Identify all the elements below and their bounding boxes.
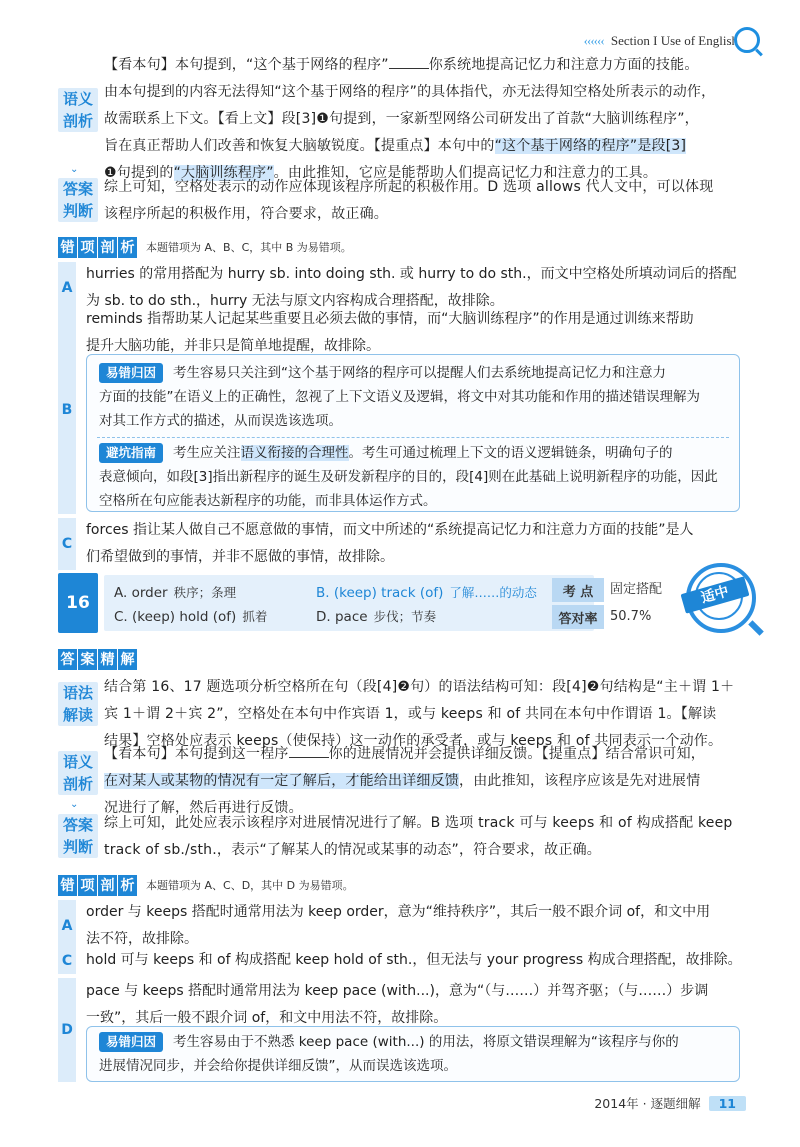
- avoid-pitfall-tip: 避坑指南 考生应关注语义衔接的合理性。考生可通过梳理上下文的语义逻辑链条，明确句子的 表意倾向，如段[3]指出新程序的诞生及研发新程序的目的，段[4]则在此基础上说明新程序的功能，因此 空格所在句应能表达新程序的功能，而非具体运作方式。: [99, 445, 718, 509]
- page-footer: [594, 1094, 746, 1112]
- chevron-down-icon: ⌄: [70, 799, 79, 810]
- error-cause-tip: 易错归因 考生容易只关注到“这个基于网络的程序可以提醒人们去系统地提高记忆力和注意力 方面的技能”在语义上的正确性，忽视了上下文语义及逻辑，将文中对其功能和作用的描述错误理解为 对其工作方式的描述，从而误选该选项。: [99, 365, 700, 429]
- grammar-label: 语法 解读: [58, 682, 98, 726]
- answer-judgement-top: [58, 174, 748, 230]
- wrong-options-heading-2: 错 项 剖 析 本题错项为 A、C、D，其中 D 为易错项。: [58, 874, 354, 896]
- option-a-analysis-1: A hurries 的常用搭配为 hurry sb. into doing sth. 或 hurry to do sth.，而文中空格处所填动词后的搭配 为 sb. to do sth.，hurry 无法与原文内容构成合理搭配，故排除。: [58, 262, 748, 314]
- question-options: [104, 575, 594, 631]
- option-d-analysis-2: D pace 与 keeps 搭配时通常用法为 keep pace (with...)，意为“（与……）并驾齐驱；（与……）步调 一致”，其后一般不跟介词 of，和文中用法不符，故排除。: [58, 978, 748, 1082]
- question-16-block: [58, 573, 740, 633]
- option-a-analysis-2: A order 与 keeps 搭配时通常用法为 keep order，意为“维持秩序”，其后一般不跟介词 of，和文中用 法不符，故排除。: [58, 900, 748, 952]
- question-meta: 考 点 固定搭配 答对率 50.7%: [552, 575, 680, 631]
- tips-panel-d: [86, 1026, 740, 1082]
- semantic-label: 语义 剖析: [58, 88, 98, 132]
- search-q-icon: [734, 27, 760, 53]
- semantic-label-16: 语义 剖析: [58, 751, 98, 795]
- option-c-analysis-2: C hold 可与 keeps 和 of 构成搭配 keep hold of sth.，但无法与 your progress 构成合理搭配，故排除。: [58, 948, 748, 974]
- option-a: A. order 秩序；条理: [114, 585, 237, 601]
- option-b-analysis-1: B reminds 指帮助某人记起某些重要且必须去做的事情，而“大脑训练程序”的作用是通过训练来帮助 提升大脑功能，并非只是简单地提醒，故排除。: [58, 306, 748, 514]
- arrows-decoration: ‹‹‹‹‹‹: [583, 33, 604, 48]
- answer-text: 综上可知，空格处表示的动作应体现该程序所起的积极作用。D 选项 allows 代人文中，可以体现 该程序所起的积极作用，符合要求，故正确。: [104, 179, 714, 222]
- answer-label-16: 答案 判断: [58, 814, 98, 858]
- error-cause-tip-d: 易错归因 考生容易由于不熟悉 keep pace (with...) 的用法，将原文错误理解为“该程序与你的 进展情况同步，并会给你提供详细反馈”，从而误选该选项。: [99, 1034, 679, 1074]
- option-d: D. pace 步伐；节奏: [316, 609, 437, 625]
- option-b-correct: B. (keep) track (of) 了解……的动态: [316, 585, 537, 601]
- header-title: Section I Use of English: [610, 33, 738, 48]
- wrong-options-heading-1: 错 项 剖 析 本题错项为 A、B、C，其中 B 为易错项。: [58, 236, 352, 258]
- page-number: 11: [709, 1096, 746, 1111]
- option-c: C. (keep) hold (of) 抓着: [114, 609, 268, 625]
- semantic-analysis-top: [58, 52, 748, 188]
- answer-label: 答案 判断: [58, 178, 98, 222]
- footer-text: 2014年 · 逐题细解: [594, 1096, 701, 1111]
- semantic-text: 【看本句】本句提到，“这个基于网络的程序” 你系统地提高记忆力和注意力方面的技能。 由本句提到的内容无法得知“这个基于网络的程序”的具体指代，亦无法得知空格处所表示的动作， 故需联系上下文。【看上文】段[3]❶句提到，一家新型网络公司研发出了首款“大脑训练程序”， 旨在真正帮助人们改善和恢复大脑敏锐度。【提重点】本句中的“这个基于网络的程序”是段[3] ❶句提到的“大脑训练程序”。由此推知，它应是能帮助人们提高记忆力和注意力的工具。: [104, 52, 748, 187]
- chevron-down-icon: ⌄: [70, 164, 79, 175]
- question-number: 16: [58, 573, 98, 633]
- running-header: [584, 33, 738, 49]
- tips-panel-b: [86, 354, 740, 512]
- grammar-text: 结合第 16、17 题选项分析空格所在句（段[4]❷句）的语法结构可知：段[4]❷句结构是“主＋谓 1＋ 宾 1＋谓 2＋宾 2”，空格处在本句中作宾语 1，或与 keeps 和 of 共同在本句中作谓语 1。【解读 结果】空格处应表示 keeps（使保持）这一动作的承受者，或与 keeps 和 of 共同表示一个动作。: [104, 679, 735, 749]
- option-c-analysis-1: C forces 指让某人做自己不愿意做的事情，而文中所述的“系统提高记忆力和注意力方面的技能”是人 们希望做到的事情，并非不愿做的事情，故排除。: [58, 518, 748, 570]
- difficulty-badge: 适中: [686, 563, 756, 633]
- answer-judgement-16: [58, 810, 748, 866]
- semantic-text-16: 【看本句】本句提到这一程序 你的进展情况并会提供详细反馈。【提重点】结合常识可知， 在对某人或某物的情况有一定了解后，才能给出详细反馈，由此推知，该程序应该是先对进展情 况进行了解，然后再进行反馈。: [104, 741, 748, 822]
- answer-explanation-heading: 答 案 精 解: [58, 648, 138, 670]
- answer-text-16: 综上可知，此处应表示该程序对进展情况进行了解。B 选项 track 可与 keeps 和 of 构成搭配 keep track of sb./sth.，表示“了解某人的情况或某事的动态”，符合要求，故正确。: [104, 815, 733, 858]
